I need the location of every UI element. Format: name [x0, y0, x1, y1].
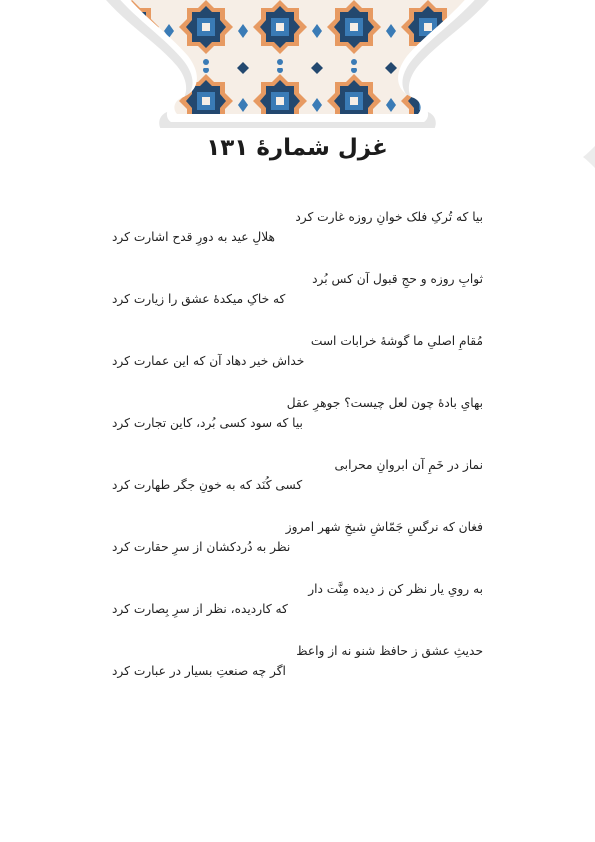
- couplet: [112, 207, 483, 269]
- misra-first: به رویِ یار نظر کن ز دیده مِنَّت دار: [308, 582, 483, 596]
- misra-first: نماز در خَمِ آن ابروانِ محرابی: [334, 458, 483, 472]
- misra-first: مُقامِ اصلیِ ما گوشهٔ خرابات است: [310, 334, 483, 348]
- couplet: [112, 393, 483, 455]
- couplet: [112, 269, 483, 331]
- misra-first: بهایِ بادهٔ چون لعل چیست؟ جوهرِ عقل: [286, 396, 483, 410]
- title-plate: [112, 128, 482, 168]
- poem-title: غزل شمارهٔ ۱۳۱: [206, 134, 388, 161]
- misra-first: حدیثِ عشق ز حافظ شنو نه از واعظ: [296, 644, 483, 658]
- couplet: [112, 517, 483, 579]
- misra-second: نظر به دُردکشان از سرِ حقارت کرد: [112, 540, 291, 554]
- misra-first: فغان که نرگسِ جَمّاشِ شیخِ شهر امروز: [285, 520, 483, 534]
- misra-first: بیا که تُرکِ فلک خوانِ روزه غارت کرد: [295, 210, 483, 224]
- footer-ornament: [95, 836, 500, 842]
- misra-second: که کاردیده، نظر از سرِ بِصارت کرد: [112, 602, 288, 616]
- couplet: [112, 455, 483, 517]
- misra-second: اگر چه صنعتِ بسیار در عبارت کرد: [112, 664, 286, 678]
- misra-second: کسی کُنَد که به خونِ جگر طهارت کرد: [112, 478, 303, 492]
- couplet: [112, 579, 483, 641]
- misra-second: بیا که سود کسی بُرد، کاین تجارت کرد: [112, 416, 303, 430]
- side-tab-ornament: [583, 146, 595, 168]
- misra-second: که خاکِ میکدهٔ عشق را زیارت کرد: [112, 292, 286, 306]
- misra-second: هلالِ عید به دورِ قدح اشارت کرد: [112, 230, 275, 244]
- couplet: [112, 641, 483, 703]
- couplet: [112, 331, 483, 393]
- poem-body: [112, 207, 483, 703]
- misra-second: خداش خیر دهاد آن که این عمارت کرد: [112, 354, 305, 368]
- misra-first: ثوابِ روزه و حجِ قبول آن کس بُرد: [312, 272, 483, 286]
